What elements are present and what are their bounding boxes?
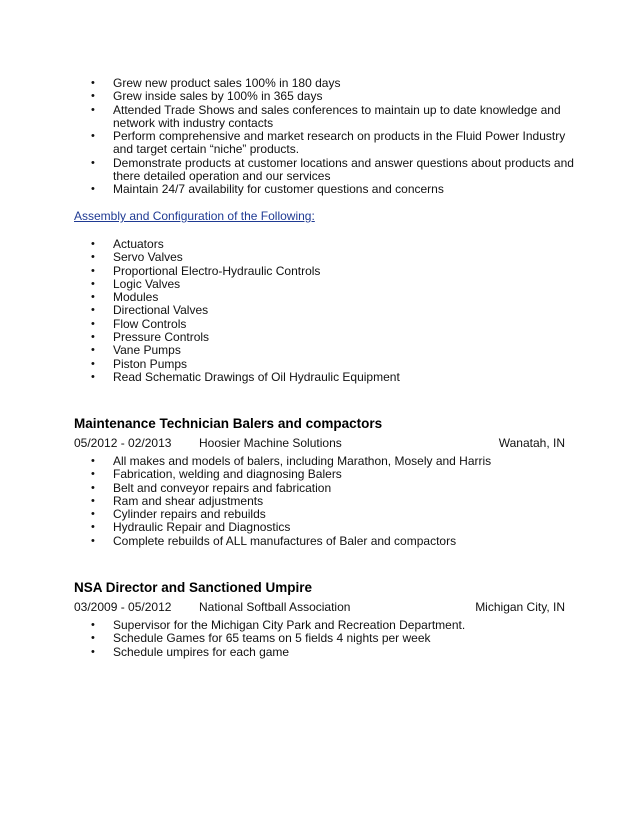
list-item: • Logic Valves: [74, 278, 574, 291]
job-location: Michigan City, IN: [475, 600, 565, 614]
job-title: NSA Director and Sanctioned Umpire: [74, 580, 313, 595]
list-item: • Grew new product sales 100% in 180 days: [74, 77, 574, 90]
list-item: • Perform comprehensive and market research on products in the Fluid Power Industry and target certain “niche” products.: [74, 130, 574, 157]
job-company: Hoosier Machine Solutions: [199, 436, 342, 450]
job-duties-list: [74, 619, 574, 659]
job-location: Wanatah, IN: [498, 436, 565, 450]
list-item: • Modules: [74, 291, 574, 304]
list-item: • Schedule umpires for each game: [74, 646, 574, 659]
list-item: • Vane Pumps: [74, 344, 574, 357]
list-item: • Flow Controls: [74, 318, 574, 331]
list-item: • Pressure Controls: [74, 331, 574, 344]
list-item: • All makes and models of balers, including Marathon, Mosely and Harris: [74, 455, 574, 468]
job-details: [74, 436, 565, 451]
job-duties-list: [74, 455, 574, 548]
list-item: • Grew inside sales by 100% in 365 days: [74, 90, 574, 103]
list-item: • Read Schematic Drawings of Oil Hydraulic Equipment: [74, 371, 574, 384]
job-title: Maintenance Technician Balers and compactors: [74, 416, 383, 431]
list-item: • Attended Trade Shows and sales conferences to maintain up to date knowledge and network with industry contacts: [74, 104, 574, 131]
list-item: • Actuators: [74, 238, 574, 251]
job-dates: 03/2009 - 05/2012: [74, 600, 172, 614]
assembly-heading-link[interactable]: Assembly and Configuration of the Following:: [74, 209, 315, 223]
list-item: • Directional Valves: [74, 304, 574, 317]
list-item: • Proportional Electro-Hydraulic Controls: [74, 265, 574, 278]
job-details: [74, 600, 565, 615]
list-item: • Demonstrate products at customer locations and answer questions about products and there detailed operation and our services: [74, 157, 574, 184]
sales-achievements-list: [74, 77, 574, 197]
list-item: • Complete rebuilds of ALL manufactures of Baler and compactors: [74, 535, 574, 548]
list-item: • Cylinder repairs and rebuilds: [74, 508, 574, 521]
list-item: • Supervisor for the Michigan City Park and Recreation Department.: [74, 619, 574, 632]
list-item: • Piston Pumps: [74, 358, 574, 371]
list-item: • Belt and conveyor repairs and fabrication: [74, 482, 574, 495]
list-item: • Servo Valves: [74, 251, 574, 264]
list-item: • Maintain 24/7 availability for customer questions and concerns: [74, 183, 574, 196]
list-item: • Schedule Games for 65 teams on 5 fields 4 nights per week: [74, 632, 574, 645]
job-company: National Softball Association: [199, 600, 351, 614]
list-item: • Ram and shear adjustments: [74, 495, 574, 508]
list-item: • Hydraulic Repair and Diagnostics: [74, 521, 574, 534]
assembly-list: [74, 238, 574, 384]
list-item: • Fabrication, welding and diagnosing Balers: [74, 468, 574, 481]
job-dates: 05/2012 - 02/2013: [74, 436, 172, 450]
